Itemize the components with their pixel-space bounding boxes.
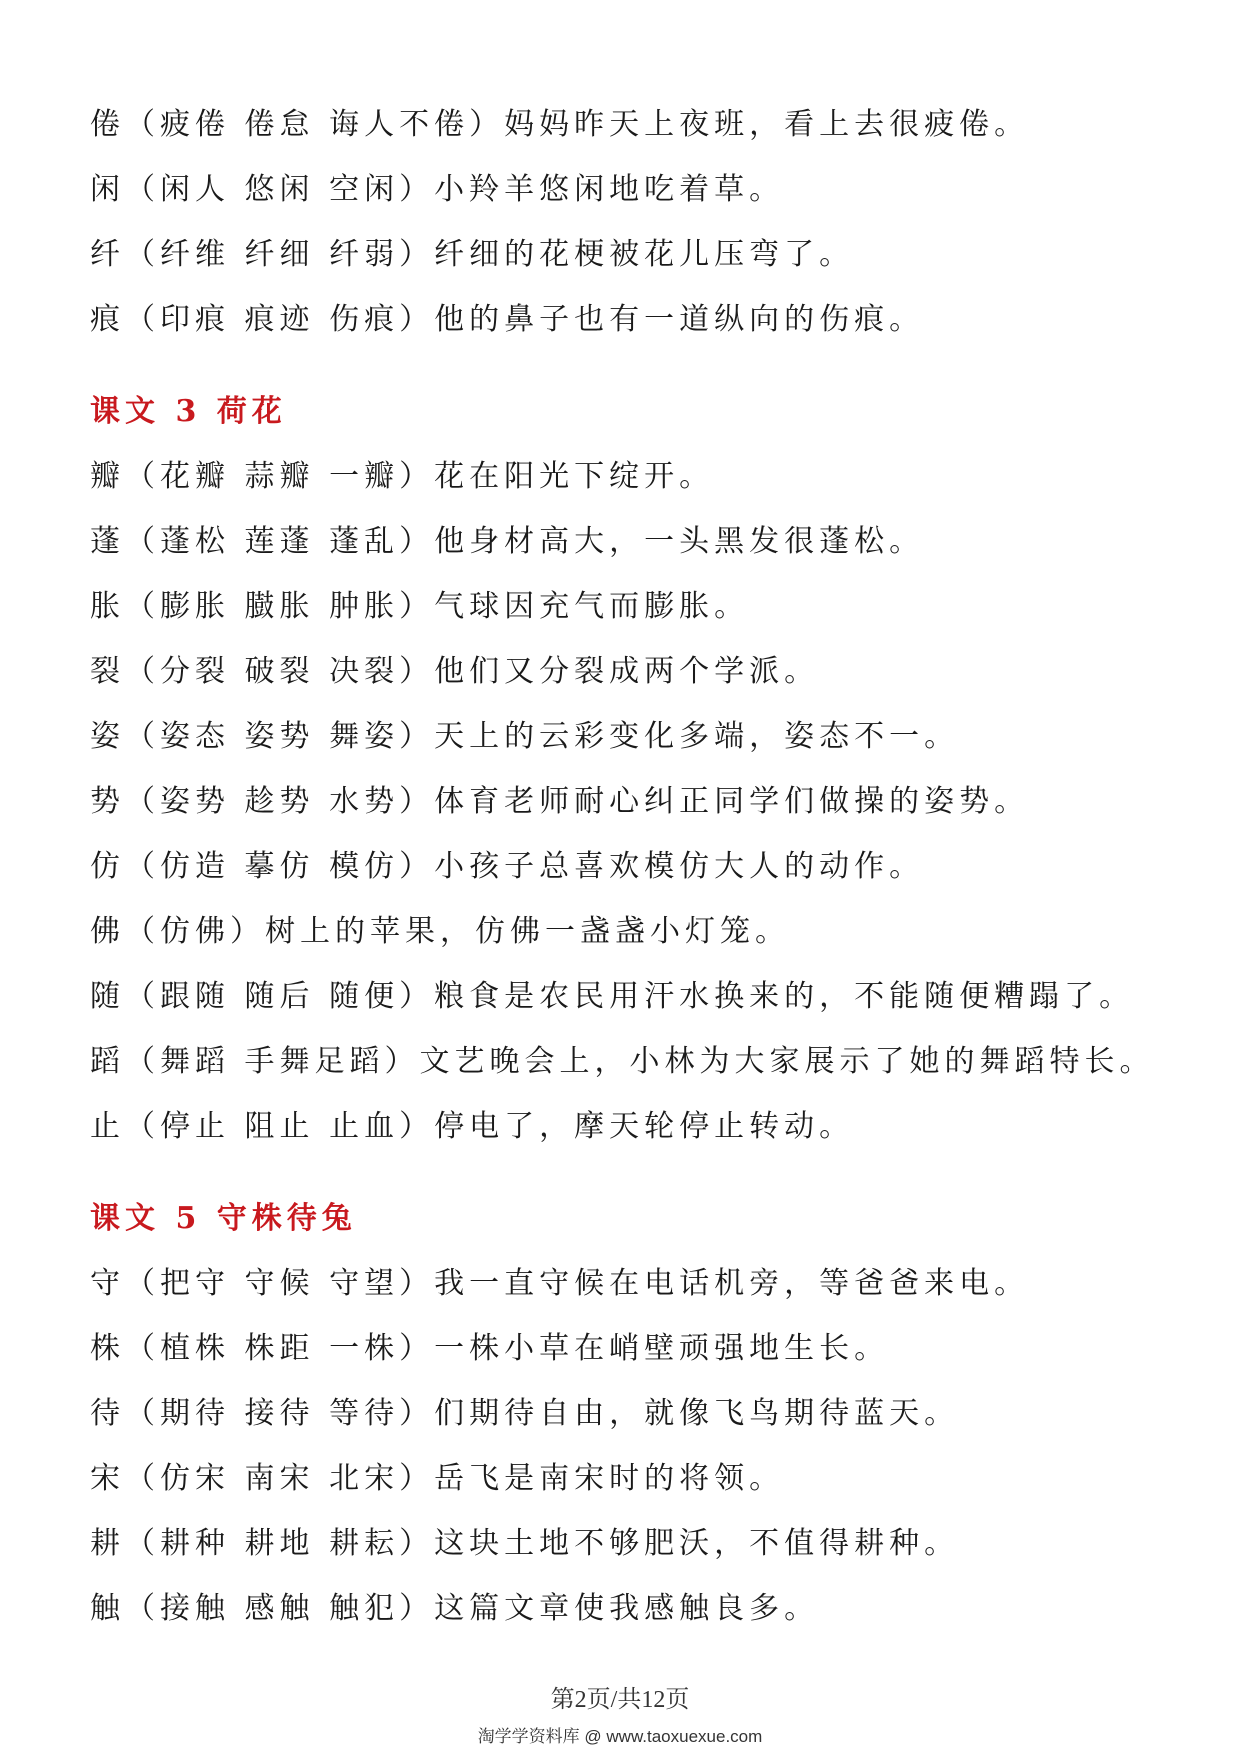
vocab-line: 随（跟随 随后 随便）粮食是农民用汗水换来的，不能随便糟蹋了。 (90, 979, 1135, 1014)
vocab-line: 守（把守 守候 守望）我一直守候在电话机旁，等爸爸来电。 (90, 1266, 1030, 1301)
vocab-line: 仿（仿造 摹仿 模仿）小孩子总喜欢模仿大人的动作。 (90, 849, 925, 884)
vocab-line: 闲（闲人 悠闲 空闲）小羚羊悠闲地吃着草。 (90, 172, 785, 207)
document-content (90, 92, 1170, 1641)
vocab-line: 胀（膨胀 臌胀 肿胀）气球因充气而膨胀。 (90, 589, 750, 624)
vocab-line: 痕（印痕 痕迹 伤痕）他的鼻子也有一道纵向的伤痕。 (90, 302, 925, 337)
page-number: 第2页/共12页 (550, 1687, 690, 1713)
vocab-line: 姿（姿态 姿势 舞姿）天上的云彩变化多端，姿态不一。 (90, 719, 960, 754)
vocab-line: 瓣（花瓣 蒜瓣 一瓣）花在阳光下绽开。 (90, 459, 715, 494)
section-lesson-3 (90, 379, 1170, 1159)
vocab-line: 倦（疲倦 倦怠 诲人不倦）妈妈昨天上夜班，看上去很疲倦。 (90, 107, 1030, 142)
vocab-line: 纤（纤维 纤细 纤弱）纤细的花梗被花儿压弯了。 (90, 237, 855, 272)
section-lesson-5 (90, 1186, 1170, 1641)
site-watermark: 淘学学资料库 @ www.taoxuexue.com (477, 1727, 763, 1746)
vocab-line: 势（姿势 趁势 水势）体育老师耐心纠正同学们做操的姿势。 (90, 784, 1030, 819)
vocab-line: 佛（仿佛）树上的苹果，仿佛一盏盏小灯笼。 (90, 914, 790, 949)
vocab-line: 蓬（蓬松 莲蓬 蓬乱）他身材高大，一头黑发很蓬松。 (90, 524, 925, 559)
vocab-line: 止（停止 阻止 止血）停电了，摩天轮停止转动。 (90, 1109, 855, 1144)
section-heading: 课文 3 荷花 (90, 394, 287, 429)
vocab-line: 蹈（舞蹈 手舞足蹈）文艺晚会上，小林为大家展示了她的舞蹈特长。 (90, 1044, 1155, 1079)
vocab-line: 宋（仿宋 南宋 北宋）岳飞是南宋时的将领。 (90, 1461, 785, 1496)
vocab-line: 裂（分裂 破裂 决裂）他们又分裂成两个学派。 (90, 654, 820, 689)
vocab-line: 待（期待 接待 等待）们期待自由，就像飞鸟期待蓝天。 (90, 1396, 960, 1431)
section-heading: 课文 5 守株待兔 (90, 1201, 357, 1236)
vocab-line: 触（接触 感触 触犯）这篇文章使我感触良多。 (90, 1591, 820, 1626)
section-previous (90, 92, 1170, 352)
vocab-line: 耕（耕种 耕地 耕耘）这块土地不够肥沃，不值得耕种。 (90, 1526, 960, 1561)
vocab-line: 株（植株 株距 一株）一株小草在峭壁顽强地生长。 (90, 1331, 890, 1366)
